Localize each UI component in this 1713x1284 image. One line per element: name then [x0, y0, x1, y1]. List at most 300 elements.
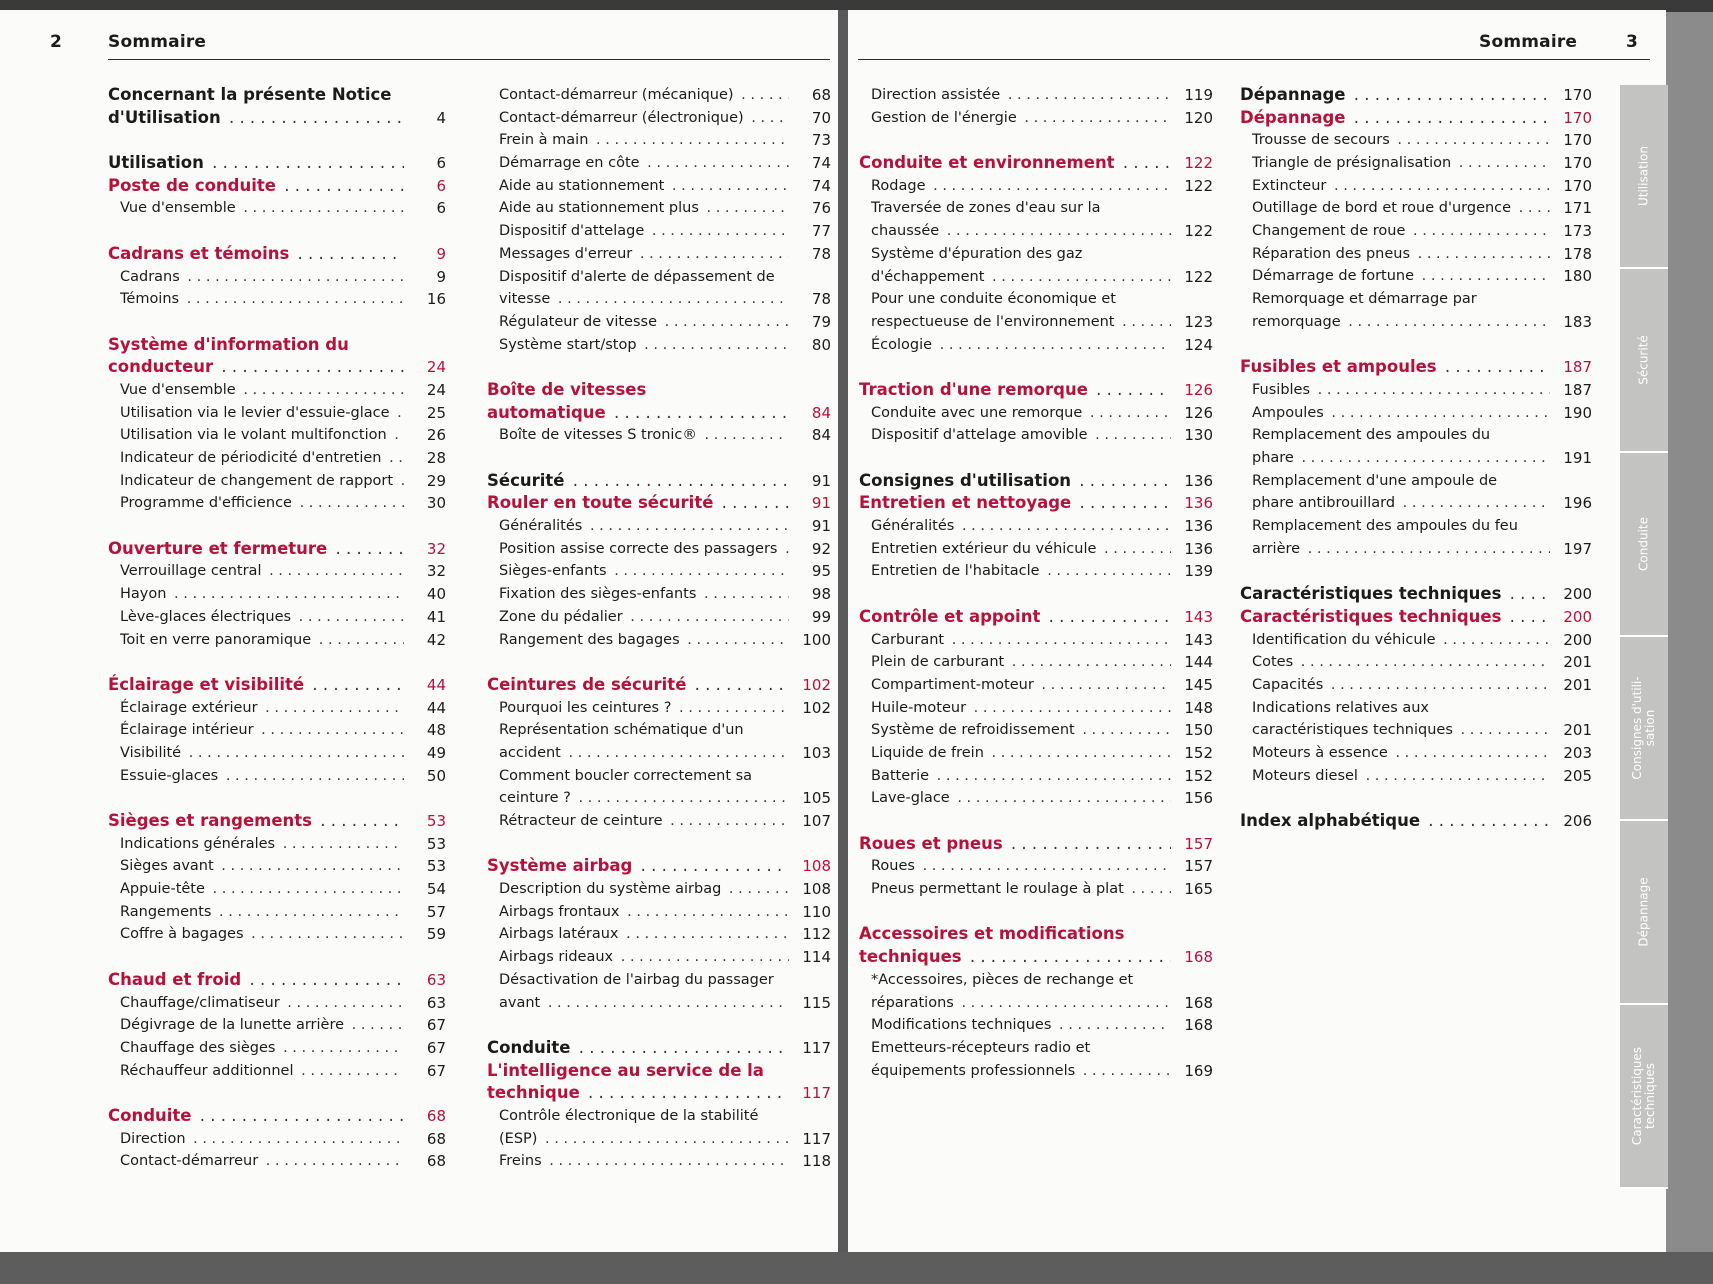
toc-subentry[interactable] [859, 107, 1213, 130]
toc-entry-title: Dépannage [1240, 85, 1348, 104]
toc-entry-title: Chauffage des sièges [120, 1040, 278, 1056]
toc-subentry[interactable] [108, 1128, 446, 1151]
toc-page-number: 180 [1563, 267, 1592, 286]
toc-subentry[interactable] [1240, 402, 1592, 425]
toc-page-number: 130 [1184, 426, 1213, 445]
toc-entry-line: Concernant la présente Notice [108, 85, 392, 104]
toc-entry-title: Conduite [487, 1038, 573, 1057]
toc-subentry[interactable] [108, 923, 446, 946]
toc-subentry[interactable] [1240, 197, 1592, 220]
toc-spacer [487, 1014, 831, 1037]
toc-subentry[interactable] [859, 515, 1213, 538]
toc-entry-title: Toit en verre panoramique [120, 632, 314, 648]
toc-page-number: 112 [802, 925, 831, 944]
toc-subentry[interactable] [108, 560, 446, 583]
toc-page-number: 156 [1184, 789, 1213, 808]
toc-page-number: 108 [802, 880, 831, 899]
toc-section-entry[interactable] [108, 1105, 446, 1128]
toc-section-entry[interactable] [1240, 107, 1592, 130]
toc-subentry[interactable] [1240, 447, 1592, 470]
toc-entry-title: d'échappement [871, 269, 987, 285]
toc-entry-title: Rouler en toute sécurité [487, 493, 716, 512]
toc-entry-title: Rangement des bagages [499, 632, 683, 648]
toc-entry-title: Zone du pédalier [499, 609, 626, 625]
toc-page-number: 84 [811, 403, 831, 422]
toc-subentry[interactable] [487, 197, 831, 220]
toc-subentry[interactable] [859, 651, 1213, 674]
toc-entry-line: Indications relatives aux [1252, 699, 1430, 716]
toc-page-number: 24 [426, 358, 446, 377]
toc-entry-title: Direction [120, 1131, 189, 1147]
toc-section-entry[interactable] [108, 969, 446, 992]
toc-page-number: 144 [1184, 653, 1213, 672]
toc-entry-title: Entretien extérieur du véhicule [871, 541, 1099, 557]
toc-entry-line: Système d'information du [108, 334, 349, 354]
toc-entry-title: Freins [499, 1153, 545, 1169]
toc-subentry[interactable] [108, 742, 446, 765]
toc-entry-title: Sièges et rangements [108, 811, 315, 830]
toc-page-number: 168 [1184, 948, 1213, 967]
toc-page-number: 187 [1563, 358, 1592, 377]
toc-subentry[interactable] [859, 765, 1213, 788]
toc-subentry[interactable] [1240, 311, 1592, 334]
toc-page-number: 32 [426, 539, 446, 558]
toc-subentry[interactable] [108, 901, 446, 924]
toc-entry-title: Roues et pneus [859, 834, 1006, 853]
toc-subentry[interactable] [108, 266, 446, 289]
toc-spacer [859, 901, 1213, 924]
toc-subentry[interactable] [108, 878, 446, 901]
toc-subentry[interactable] [108, 1037, 446, 1060]
chapter-tab[interactable] [1620, 85, 1668, 269]
toc-page-number: 183 [1563, 312, 1592, 331]
toc-subentry[interactable] [1240, 129, 1592, 152]
toc-spacer [108, 129, 446, 152]
toc-subentry[interactable] [1240, 765, 1592, 788]
toc-subentry[interactable] [487, 742, 831, 765]
toc-page-number: 122 [1184, 154, 1213, 173]
toc-page-number: 170 [1563, 131, 1592, 150]
toc-entry-title: Indicateur de périodicité d'entretien [120, 450, 384, 466]
chapter-tab[interactable] [1620, 269, 1668, 453]
toc-page-number: 49 [426, 743, 446, 762]
toc-section-entry[interactable] [1240, 84, 1592, 107]
toc-spacer [108, 220, 446, 243]
toc-page-number: 84 [811, 426, 831, 445]
page-title-right: Sommaire [1479, 32, 1578, 52]
toc-subentry[interactable] [108, 424, 446, 447]
toc-page-number: 63 [426, 970, 446, 989]
toc-page-number: 200 [1563, 585, 1592, 604]
toc-entry-title: Pourquoi les ceintures ? [499, 700, 674, 716]
toc-subentry[interactable] [859, 787, 1213, 810]
toc-entry-title: Identification du véhicule [1252, 632, 1439, 648]
toc-subentry[interactable] [108, 402, 446, 425]
toc-page-number: 126 [1184, 403, 1213, 422]
toc-entry-title: Utilisation via le levier d'essuie-glace [120, 405, 393, 421]
toc-entry-line: Remorquage et démarrage par [1252, 291, 1477, 308]
toc-page-number: 74 [811, 176, 831, 195]
toc-subentry[interactable] [487, 107, 831, 130]
toc-section-entry[interactable] [859, 606, 1213, 629]
toc-spacer [859, 129, 1213, 152]
chapter-tab[interactable] [1620, 453, 1668, 637]
toc-subentry[interactable] [859, 992, 1213, 1015]
toc-subentry[interactable] [487, 787, 831, 810]
toc-entry-title: Caractéristiques techniques [1240, 607, 1504, 626]
toc-subentry[interactable] [1240, 651, 1592, 674]
toc-section-entry[interactable] [487, 1037, 831, 1060]
toc-section-entry[interactable] [487, 492, 831, 515]
toc-subentry[interactable] [487, 697, 831, 720]
toc-page-number: 165 [1184, 880, 1213, 899]
toc-page-number: 122 [1184, 267, 1213, 286]
toc-page-number: 171 [1563, 199, 1592, 218]
toc-page-number: 191 [1563, 449, 1592, 468]
toc-page-number: 53 [426, 812, 446, 831]
page-number-left: 2 [50, 32, 63, 52]
toc-subentry[interactable] [859, 424, 1213, 447]
toc-entry-title: Poste de conduite [108, 176, 279, 195]
toc-subentry[interactable] [487, 220, 831, 243]
toc-subentry[interactable] [108, 492, 446, 515]
toc-page-number: 26 [426, 426, 446, 445]
toc-subentry[interactable] [487, 152, 831, 175]
chapter-tab[interactable] [1620, 821, 1668, 1005]
toc-subentry[interactable] [1240, 629, 1592, 652]
toc-entry-title: Cadrans [120, 269, 183, 285]
toc-spacer [108, 946, 446, 969]
toc-section-entry[interactable] [859, 470, 1213, 493]
toc-subentry[interactable] [859, 84, 1213, 107]
toc-entry-title: caractéristiques techniques [1252, 722, 1456, 738]
toc-column [1240, 84, 1592, 833]
toc-spacer [487, 356, 831, 379]
toc-page-number: 152 [1184, 743, 1213, 762]
toc-section-entry[interactable] [108, 674, 446, 697]
toc-section-entry[interactable] [859, 833, 1213, 856]
toc-subentry[interactable] [1240, 175, 1592, 198]
toc-column [859, 84, 1213, 1082]
toc-subentry[interactable] [487, 560, 831, 583]
toc-entry-line: Remplacement des ampoules du [1252, 427, 1491, 444]
toc-subentry[interactable] [487, 538, 831, 561]
toc-subentry[interactable] [108, 719, 446, 742]
toc-subentry[interactable] [487, 901, 831, 924]
toc-entry-title: d'Utilisation [108, 108, 224, 127]
toc-page-number: 201 [1563, 721, 1592, 740]
toc-page-number: 53 [426, 834, 446, 853]
toc-page-number: 157 [1184, 834, 1213, 853]
toc-entry-line: Désactivation de l'airbag du passager [499, 971, 774, 988]
toc-subentry[interactable] [487, 311, 831, 334]
toc-section-entry[interactable] [487, 470, 831, 493]
toc-subentry[interactable] [487, 334, 831, 357]
scan-bottom-edge [0, 1252, 1713, 1284]
toc-entry-title: ceinture ? [499, 790, 574, 806]
toc-page-number: 40 [426, 585, 446, 604]
toc-subentry[interactable] [108, 583, 446, 606]
toc-subentry[interactable] [859, 878, 1213, 901]
toc-section-entry[interactable] [1240, 810, 1592, 833]
toc-subentry[interactable] [859, 538, 1213, 561]
toc-page-number: 120 [1184, 108, 1213, 127]
toc-subentry[interactable] [108, 629, 446, 652]
toc-entry-title: Rétracteur de ceinture [499, 813, 666, 829]
toc-page-number: 187 [1563, 380, 1592, 399]
toc-entry-title: Visibilité [120, 745, 184, 761]
toc-subentry[interactable] [487, 288, 831, 311]
toc-page-number: 91 [811, 494, 831, 513]
toc-page-number: 91 [811, 471, 831, 490]
chapter-tab[interactable] [1620, 637, 1668, 821]
toc-subentry[interactable] [1240, 674, 1592, 697]
toc-subentry[interactable] [859, 674, 1213, 697]
toc-entry-title: Contact-démarreur (électronique) [499, 110, 747, 126]
toc-subentry[interactable] [859, 855, 1213, 878]
toc-subentry[interactable] [859, 1014, 1213, 1037]
toc-page-number: 148 [1184, 698, 1213, 717]
toc-subentry[interactable] [108, 197, 446, 220]
toc-subentry[interactable] [1240, 243, 1592, 266]
toc-section-entry[interactable] [859, 492, 1213, 515]
toc-page-number: 68 [426, 1106, 446, 1125]
toc-entry-title: Rodage [871, 178, 929, 194]
toc-subentry[interactable] [487, 924, 831, 947]
toc-entry-title: Appuie-tête [120, 881, 208, 897]
toc-page-number: 44 [426, 698, 446, 717]
toc-subentry[interactable] [1240, 492, 1592, 515]
toc-entry-title: Démarrage de fortune [1252, 268, 1417, 284]
toc-subentry[interactable] [487, 424, 831, 447]
toc-entry-title: Consignes d'utilisation [859, 471, 1074, 490]
toc-section-entry[interactable] [487, 674, 831, 697]
toc-subentry[interactable] [859, 560, 1213, 583]
toc-subentry[interactable] [108, 1150, 446, 1173]
toc-entry-title: Roues [871, 858, 918, 874]
toc-entry-line: Traversée de zones d'eau sur la [871, 200, 1101, 217]
toc-subentry[interactable] [1240, 152, 1592, 175]
toc-page-number: 136 [1184, 494, 1213, 513]
toc-section-entry[interactable] [108, 152, 446, 175]
toc-entry-title: Lave-glace [871, 790, 953, 806]
toc-section-entry[interactable] [487, 855, 831, 878]
toc-subentry[interactable] [859, 742, 1213, 765]
toc-subentry[interactable] [487, 629, 831, 652]
chapter-tab-label: Conduite [1636, 517, 1651, 571]
toc-page-number: 68 [426, 1129, 446, 1148]
toc-page-number: 70 [811, 108, 831, 127]
toc-subentry[interactable] [859, 629, 1213, 652]
toc-section-entry[interactable] [859, 152, 1213, 175]
toc-subentry[interactable] [859, 266, 1213, 289]
toc-entry-title: techniques [859, 947, 965, 966]
toc-subentry[interactable] [487, 606, 831, 629]
toc-page-number: 117 [802, 1084, 831, 1103]
toc-page-number: 67 [426, 1016, 446, 1035]
chapter-tab-label: Utilisation [1636, 145, 1651, 207]
toc-subentry[interactable] [108, 379, 446, 402]
toc-subentry[interactable] [108, 765, 446, 788]
toc-subentry[interactable] [487, 1128, 831, 1151]
toc-subentry[interactable] [859, 175, 1213, 198]
toc-spacer [859, 356, 1213, 379]
toc-subentry[interactable] [1240, 266, 1592, 289]
toc-entry-title: Gestion de l'énergie [871, 110, 1020, 126]
toc-subentry[interactable] [108, 1014, 446, 1037]
toc-page-number: 170 [1563, 154, 1592, 173]
toc-entry-title: Description du système airbag [499, 881, 724, 897]
toc-entry-title: équipements professionnels [871, 1063, 1078, 1079]
toc-section-entry[interactable] [487, 1082, 831, 1105]
toc-entry-title: Dispositif d'attelage [499, 223, 647, 239]
toc-entry-title: Vue d'ensemble [120, 200, 239, 216]
toc-entry-title: Hayon [120, 586, 169, 602]
toc-page-number: 115 [802, 993, 831, 1012]
toc-entry-title: Indications générales [120, 836, 278, 852]
toc-subentry[interactable] [859, 311, 1213, 334]
toc-entry-title: Fixation des sièges-enfants [499, 586, 699, 602]
toc-subentry[interactable] [487, 1150, 831, 1173]
toc-subentry[interactable] [487, 84, 831, 107]
toc-page-number: 103 [802, 743, 831, 762]
toc-subentry[interactable] [108, 992, 446, 1015]
toc-subentry[interactable] [108, 606, 446, 629]
toc-entry-title: Généralités [871, 518, 957, 534]
toc-entry-title: Essuie-glaces [120, 768, 221, 784]
toc-entry-title: Huile-moteur [871, 700, 969, 716]
toc-subentry[interactable] [487, 129, 831, 152]
toc-section-entry[interactable] [487, 402, 831, 425]
toc-page-number: 59 [426, 925, 446, 944]
toc-page-number: 68 [426, 1152, 446, 1171]
toc-entry-title: accident [499, 745, 564, 761]
toc-page-number: 25 [426, 403, 446, 422]
toc-subentry[interactable] [487, 878, 831, 901]
toc-section-entry[interactable] [108, 356, 446, 379]
toc-section-entry[interactable] [1240, 606, 1592, 629]
chapter-tab[interactable] [1620, 1005, 1668, 1189]
toc-subentry[interactable] [1240, 379, 1592, 402]
toc-subentry[interactable] [108, 697, 446, 720]
toc-subentry[interactable] [859, 719, 1213, 742]
toc-page-number: 16 [426, 290, 446, 309]
toc-entry-title: Éclairage intérieur [120, 722, 257, 738]
toc-section-entry[interactable] [108, 107, 446, 130]
toc-subentry[interactable] [859, 1060, 1213, 1083]
toc-page-number: 67 [426, 1061, 446, 1080]
toc-subentry[interactable] [859, 697, 1213, 720]
toc-page-number: 80 [811, 335, 831, 354]
toc-subentry[interactable] [859, 334, 1213, 357]
toc-entry-title: phare antibrouillard [1252, 495, 1398, 511]
toc-subentry[interactable] [108, 1060, 446, 1083]
toc-entry-title: Conduite avec une remorque [871, 405, 1085, 421]
toc-spacer [108, 787, 446, 810]
toc-page-number: 42 [426, 630, 446, 649]
toc-subentry[interactable] [1240, 742, 1592, 765]
toc-page-number: 196 [1563, 494, 1592, 513]
toc-page-number: 126 [1184, 380, 1213, 399]
toc-page-number: 201 [1563, 653, 1592, 672]
toc-entry-title: Chaud et froid [108, 970, 244, 989]
toc-page-number: 9 [436, 267, 446, 286]
toc-entry-title: respectueuse de l'environnement [871, 314, 1118, 330]
toc-subentry[interactable] [487, 810, 831, 833]
book-gutter [838, 10, 848, 1255]
toc-spacer [859, 583, 1213, 606]
toc-subentry[interactable] [108, 855, 446, 878]
toc-subentry[interactable] [108, 447, 446, 470]
toc-section-entry[interactable] [859, 946, 1213, 969]
toc-page-number: 50 [426, 766, 446, 785]
toc-page-number: 117 [802, 1129, 831, 1148]
toc-page-number: 67 [426, 1038, 446, 1057]
toc-entry-title: Contact-démarreur [120, 1153, 261, 1169]
toc-subentry[interactable] [487, 583, 831, 606]
toc-subentry[interactable] [487, 946, 831, 969]
toc-section-entry[interactable] [108, 538, 446, 561]
toc-section-entry[interactable] [1240, 583, 1592, 606]
toc-section-entry[interactable] [859, 379, 1213, 402]
toc-page-number: 108 [802, 857, 831, 876]
toc-subentry[interactable] [1240, 538, 1592, 561]
toc-page-number: 53 [426, 857, 446, 876]
toc-entry-title: Airbags frontaux [499, 904, 623, 920]
toc-page-number: 98 [811, 585, 831, 604]
toc-entry-title: Indicateur de changement de rapport [120, 473, 396, 489]
toc-page-number: 190 [1563, 403, 1592, 422]
toc-entry-title: Outillage de bord et roue d'urgence [1252, 200, 1514, 216]
toc-page-number: 91 [811, 517, 831, 536]
toc-subentry[interactable] [859, 402, 1213, 425]
toc-subentry[interactable] [108, 470, 446, 493]
toc-subentry[interactable] [859, 220, 1213, 243]
toc-spacer [108, 1082, 446, 1105]
toc-section-entry[interactable] [108, 243, 446, 266]
toc-subentry[interactable] [487, 515, 831, 538]
toc-subentry[interactable] [487, 175, 831, 198]
toc-page-number: 197 [1563, 539, 1592, 558]
toc-entry-title: Boîte de vitesses S tronic® [499, 427, 700, 443]
toc-subentry[interactable] [1240, 220, 1592, 243]
toc-page-number: 123 [1184, 312, 1213, 331]
chapter-tab-label: Dépannage [1636, 877, 1651, 947]
page-title-left: Sommaire [108, 32, 207, 52]
toc-entry-title: chaussée [871, 223, 942, 239]
toc-page-number: 102 [802, 698, 831, 717]
toc-page-number: 78 [811, 290, 831, 309]
toc-entry-title: conducteur [108, 357, 216, 376]
left-page [0, 10, 838, 1255]
toc-subentry[interactable] [108, 288, 446, 311]
toc-section-entry[interactable] [1240, 356, 1592, 379]
toc-section-entry[interactable] [108, 810, 446, 833]
toc-entry-title: Pneus permettant le roulage à plat [871, 881, 1127, 897]
toc-entry-title: Extincteur [1252, 178, 1329, 194]
toc-subentry[interactable] [487, 243, 831, 266]
toc-page-number: 139 [1184, 562, 1213, 581]
toc-page-number: 28 [426, 449, 446, 468]
toc-subentry[interactable] [1240, 719, 1592, 742]
toc-page-number: 57 [426, 902, 446, 921]
toc-page-number: 4 [436, 108, 446, 127]
toc-entry-line: Pour une conduite économique et [871, 291, 1116, 308]
toc-subentry[interactable] [487, 992, 831, 1015]
toc-subentry[interactable] [108, 833, 446, 856]
toc-section-entry[interactable] [108, 175, 446, 198]
toc-spacer [487, 651, 831, 674]
